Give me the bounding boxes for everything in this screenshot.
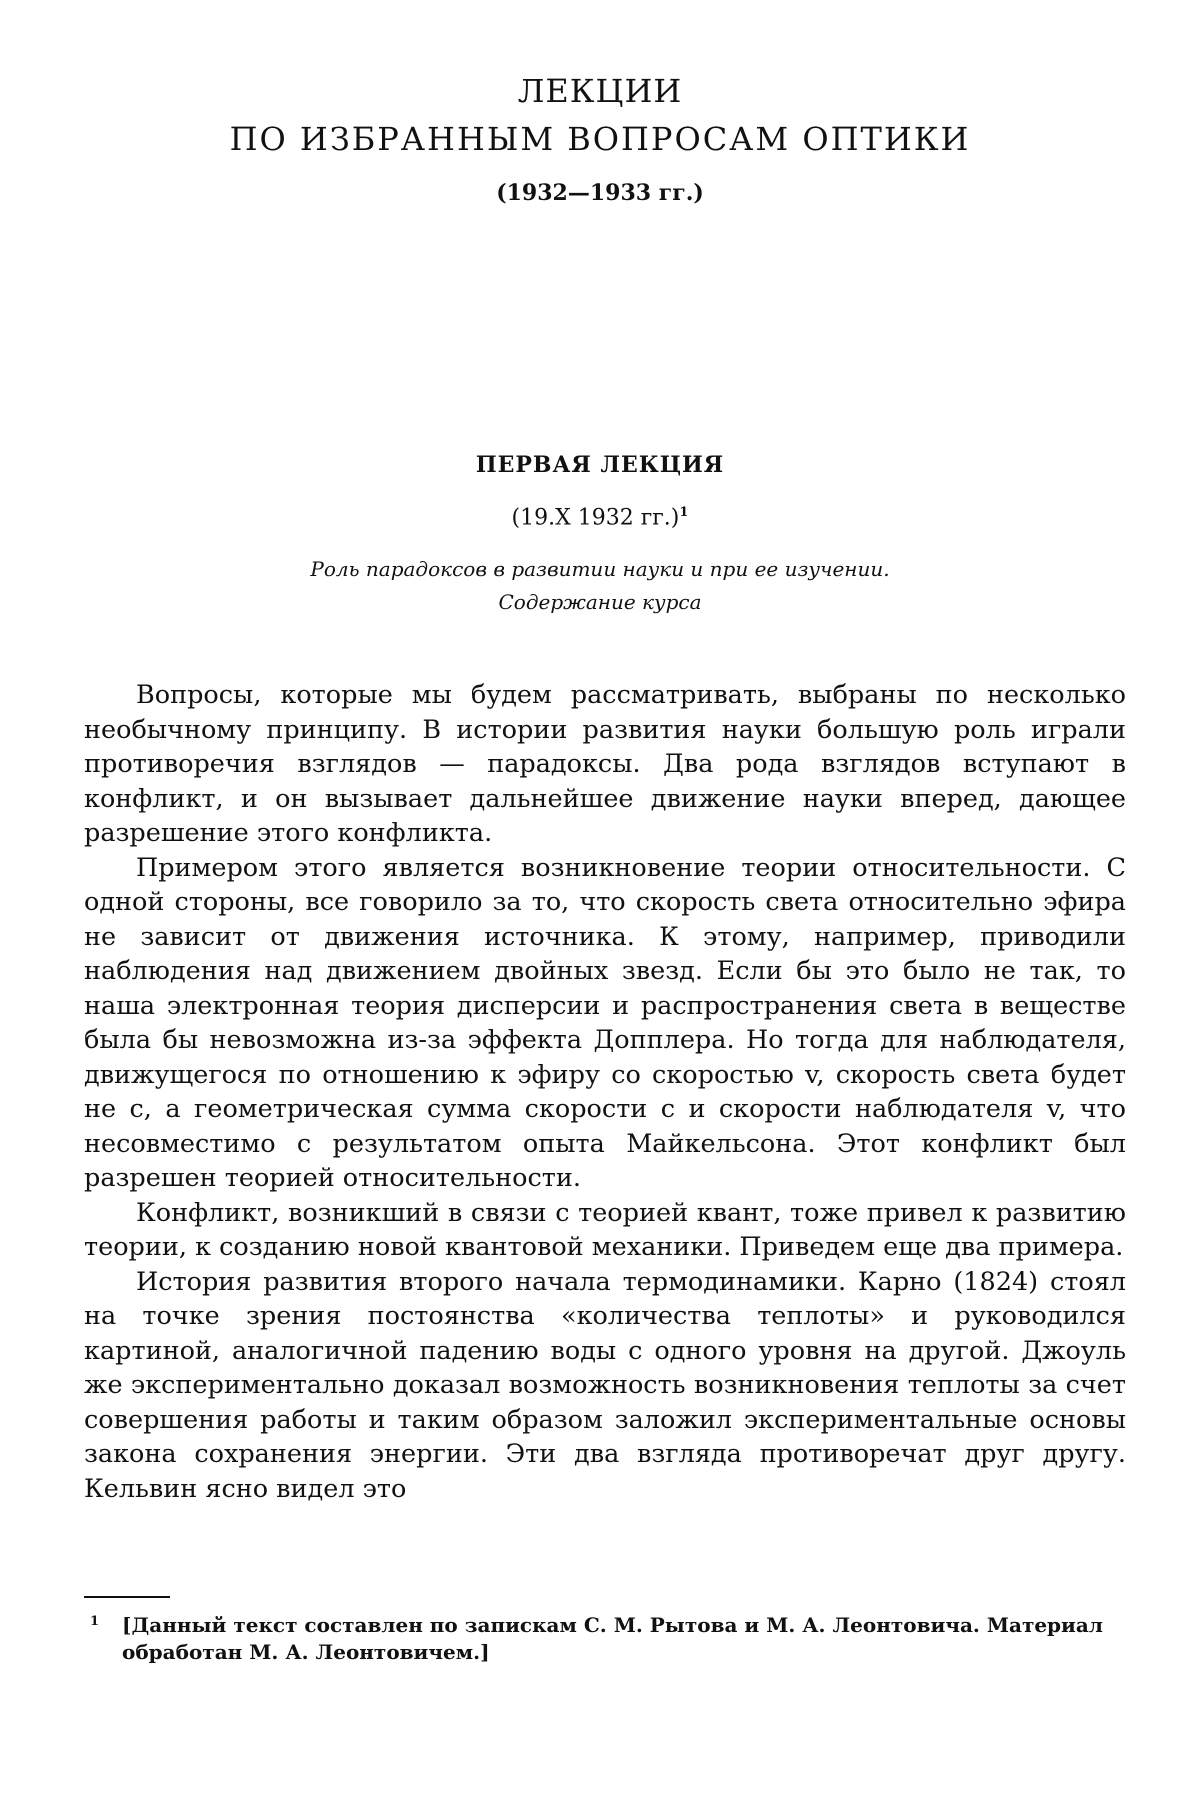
paragraph: Примером этого является возникновение теории относительности. С одной стороны, все говорило за то, что скорость света относительно эфира не зависит от движения источника. К этому, например, приводили наблюдения над движением двойных звезд. Если бы это было не так, то наша электронная теория дисперсии и распространения света в веществе была бы невозможна из-за эффекта Допплера. Но тогда для наблюдателя, движущегося по отношению к эфиру со скоростью v, скорость света будет не c, а геометрическая сумма скорости c и скорости наблюдателя v, что несовместимо с результатом опыта Майкельсона. Этот конфликт был разрешен теорией относительности.: [84, 852, 1126, 1193]
paragraph: Конфликт, возникший в связи с теорией квант, тоже привел к развитию теории, к созданию новой квантовой механики. Приведем еще два примера.: [84, 1197, 1126, 1262]
footnote: [84, 1612, 1126, 1666]
book-title: ЛЕКЦИИ: [517, 72, 683, 110]
book-subtitle: ПО ИЗБРАННЫМ ВОПРОСАМ ОПТИКИ: [229, 120, 971, 158]
paragraph: История развития второго начала термодинамики. Карно (1824) стоял на точке зрения постоянства «количества теплоты» и руководился картиной, аналогичной падению воды с одного уровня на другой. Джоуль же экспериментально доказал возможность возникновения теплоты за счет совершения работы и таким образом заложил экспериментальные основы закона сохранения энергии. Эти два взгляда противоречат друг другу. Кельвин ясно видел это: [84, 1266, 1126, 1504]
body-text: [84, 678, 1126, 1506]
footnote-divider: [84, 1596, 170, 1598]
lecture-topic-line: Содержание курса: [498, 590, 702, 614]
footnote-reference: 1: [679, 505, 689, 520]
lecture-topic-line: Роль парадоксов в развитии науки и при ее изучении.: [310, 557, 890, 581]
lecture-date-text: (19.X 1932 гг.): [511, 505, 680, 531]
paragraph: Вопросы, которые мы будем рассматривать, выбраны по несколько необычному принципу. В истории развития науки большую роль играли противоречия взглядов — парадоксы. Два рода взглядов вступают в конфликт, и он вызывает дальнейшее движение науки вперед, дающее разрешение этого конфликта.: [84, 680, 1126, 848]
lecture-title: ПЕРВАЯ ЛЕКЦИЯ: [475, 452, 725, 478]
lecture-topic: [0, 553, 1200, 619]
book-years: (1932—1933 гг.): [496, 180, 704, 206]
footnote-mark: 1: [90, 1614, 100, 1629]
lecture-date: [0, 498, 1200, 533]
footnote-text: [Данный текст составлен по запискам С. М. Рытова и М. А. Леонтовича. Материал обработан М. А. Леонтовичем.]: [122, 1613, 1103, 1664]
